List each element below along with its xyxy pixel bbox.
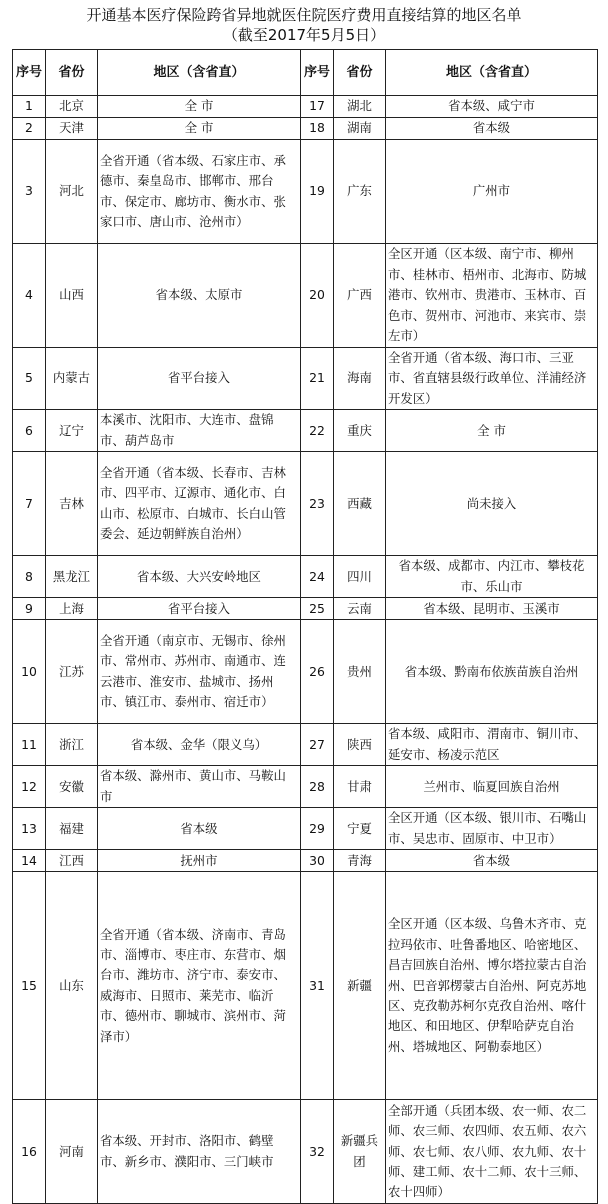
province-name: 贵州: [334, 620, 386, 724]
table-row: [13, 452, 598, 556]
row-number: 4: [13, 244, 46, 348]
table-header-row: [13, 50, 598, 96]
region-list: 全省开通（省本级、石家庄市、承德市、秦皇岛市、邯郸市、邢台市、保定市、廊坊市、衡水市、张家口市、唐山市、沧州市）: [98, 140, 301, 244]
province-name: 内蒙古: [46, 348, 98, 410]
province-name: 北京: [46, 96, 98, 118]
row-number: 22: [301, 410, 334, 452]
row-number: 19: [301, 140, 334, 244]
row-number: 12: [13, 766, 46, 808]
province-name: 广东: [334, 140, 386, 244]
region-list: 全区开通（区本级、南宁市、柳州市、桂林市、梧州市、北海市、防城港市、钦州市、贵港市、玉林市、百色市、贺州市、河池市、来宾市、崇左市）: [386, 244, 598, 348]
table-row: [13, 850, 598, 872]
page-title: 开通基本医疗保险跨省异地就医住院医疗费用直接结算的地区名单: [86, 6, 522, 24]
region-list: 省平台接入: [98, 348, 301, 410]
table-row: [13, 556, 598, 598]
page-subtitle: （截至2017年5月5日）: [222, 26, 386, 44]
region-list: 省平台接入: [98, 598, 301, 620]
region-list: 省本级、咸阳市、渭南市、铜川市、延安市、杨凌示范区: [386, 724, 598, 766]
table-row: [13, 766, 598, 808]
row-number: 18: [301, 118, 334, 140]
header-no-right: 序号: [301, 50, 334, 96]
province-name: 新疆: [334, 872, 386, 1100]
province-name: 海南: [334, 348, 386, 410]
row-number: 5: [13, 348, 46, 410]
row-number: 9: [13, 598, 46, 620]
table-row: [13, 96, 598, 118]
row-number: 14: [13, 850, 46, 872]
table-row: [13, 140, 598, 244]
region-list: 全省开通（省本级、长春市、吉林市、四平市、辽源市、通化市、白山市、松原市、白城市、长白山管委会、延边朝鲜族自治州）: [98, 452, 301, 556]
province-name: 四川: [334, 556, 386, 598]
region-table: [12, 49, 598, 1204]
province-name: 重庆: [334, 410, 386, 452]
province-name: 上海: [46, 598, 98, 620]
table-row: [13, 410, 598, 452]
row-number: 2: [13, 118, 46, 140]
province-name: 浙江: [46, 724, 98, 766]
row-number: 21: [301, 348, 334, 410]
table-row: [13, 724, 598, 766]
province-name: 陕西: [334, 724, 386, 766]
row-number: 8: [13, 556, 46, 598]
table-row: [13, 620, 598, 724]
region-list: 省本级、昆明市、玉溪市: [386, 598, 598, 620]
province-name: 辽宁: [46, 410, 98, 452]
region-list: 省本级、开封市、洛阳市、鹤壁市、新乡市、濮阳市、三门峡市: [98, 1100, 301, 1204]
row-number: 6: [13, 410, 46, 452]
province-name: 甘肃: [334, 766, 386, 808]
row-number: 28: [301, 766, 334, 808]
table-row: [13, 118, 598, 140]
region-list: 全省开通（省本级、济南市、青岛市、淄博市、枣庄市、东营市、烟台市、潍坊市、济宁市、泰安市、威海市、日照市、莱芜市、临沂市、德州市、聊城市、滨州市、菏泽市）: [98, 872, 301, 1100]
region-list: 省本级、滁州市、黄山市、马鞍山市: [98, 766, 301, 808]
province-name: 福建: [46, 808, 98, 850]
region-list: 全区开通（区本级、乌鲁木齐市、克拉玛依市、吐鲁番地区、哈密地区、昌吉回族自治州、博尔塔拉蒙古自治州、巴音郭楞蒙古自治州、阿克苏地区、克孜勒苏柯尔克孜自治州、喀什地区、和田地区、伊犁哈萨克自治州、塔城地区、阿勒泰地区）: [386, 872, 598, 1100]
region-list: 省本级、咸宁市: [386, 96, 598, 118]
region-list: 抚州市: [98, 850, 301, 872]
row-number: 23: [301, 452, 334, 556]
row-number: 24: [301, 556, 334, 598]
province-name: 吉林: [46, 452, 98, 556]
row-number: 10: [13, 620, 46, 724]
region-list: 全省开通（南京市、无锡市、徐州市、常州市、苏州市、南通市、连云港市、淮安市、盐城市、扬州市、镇江市、泰州市、宿迁市）: [98, 620, 301, 724]
province-name: 河南: [46, 1100, 98, 1204]
table-row: [13, 244, 598, 348]
row-number: 15: [13, 872, 46, 1100]
province-name: 云南: [334, 598, 386, 620]
row-number: 1: [13, 96, 46, 118]
province-name: 广西: [334, 244, 386, 348]
province-name: 湖南: [334, 118, 386, 140]
province-name: 宁夏: [334, 808, 386, 850]
province-name: 江苏: [46, 620, 98, 724]
table-row: [13, 598, 598, 620]
region-list: 省本级、黔南布依族苗族自治州: [386, 620, 598, 724]
row-number: 27: [301, 724, 334, 766]
province-name: 江西: [46, 850, 98, 872]
row-number: 17: [301, 96, 334, 118]
province-name: 天津: [46, 118, 98, 140]
table-row: [13, 348, 598, 410]
table-row: [13, 1100, 598, 1204]
header-region-right: 地区（含省直）: [386, 50, 598, 96]
region-list: 省本级、太原市: [98, 244, 301, 348]
region-list: 全省开通（省本级、海口市、三亚市、省直辖县级行政单位、洋浦经济开发区）: [386, 348, 598, 410]
region-list: 兰州市、临夏回族自治州: [386, 766, 598, 808]
region-list: 省本级: [98, 808, 301, 850]
header-region-left: 地区（含省直）: [98, 50, 301, 96]
province-name: 安徽: [46, 766, 98, 808]
row-number: 26: [301, 620, 334, 724]
region-list: 全 市: [386, 410, 598, 452]
region-list: 尚未接入: [386, 452, 598, 556]
row-number: 25: [301, 598, 334, 620]
row-number: 13: [13, 808, 46, 850]
row-number: 11: [13, 724, 46, 766]
region-list: 全部开通（兵团本级、农一师、农二师、农三师、农四师、农五师、农六师、农七师、农八师、农九师、农十师、建工师、农十二师、农十三师、农十四师）: [386, 1100, 598, 1204]
region-list: 全 市: [98, 96, 301, 118]
region-list: 广州市: [386, 140, 598, 244]
region-list: 省本级、大兴安岭地区: [98, 556, 301, 598]
row-number: 31: [301, 872, 334, 1100]
region-list: 省本级、成都市、内江市、攀枝花市、乐山市: [386, 556, 598, 598]
province-name: 黑龙江: [46, 556, 98, 598]
header-province-right: 省份: [334, 50, 386, 96]
region-list: 全区开通（区本级、银川市、石嘴山市、吴忠市、固原市、中卫市）: [386, 808, 598, 850]
row-number: 30: [301, 850, 334, 872]
row-number: 29: [301, 808, 334, 850]
province-name: 湖北: [334, 96, 386, 118]
region-list: 省本级、金华（限义乌）: [98, 724, 301, 766]
header-no-left: 序号: [13, 50, 46, 96]
region-list: 全 市: [98, 118, 301, 140]
region-list: 省本级: [386, 118, 598, 140]
province-name: 河北: [46, 140, 98, 244]
province-name: 山东: [46, 872, 98, 1100]
province-name: 新疆兵团: [334, 1100, 386, 1204]
region-list: 本溪市、沈阳市、大连市、盘锦市、葫芦岛市: [98, 410, 301, 452]
table-row: [13, 872, 598, 914]
province-name: 青海: [334, 850, 386, 872]
row-number: 20: [301, 244, 334, 348]
row-number: 3: [13, 140, 46, 244]
header-province-left: 省份: [46, 50, 98, 96]
row-number: 7: [13, 452, 46, 556]
province-name: 山西: [46, 244, 98, 348]
table-row: [13, 808, 598, 850]
region-list: 省本级: [386, 850, 598, 872]
row-number: 16: [13, 1100, 46, 1204]
province-name: 西藏: [334, 452, 386, 556]
row-number: 32: [301, 1100, 334, 1204]
